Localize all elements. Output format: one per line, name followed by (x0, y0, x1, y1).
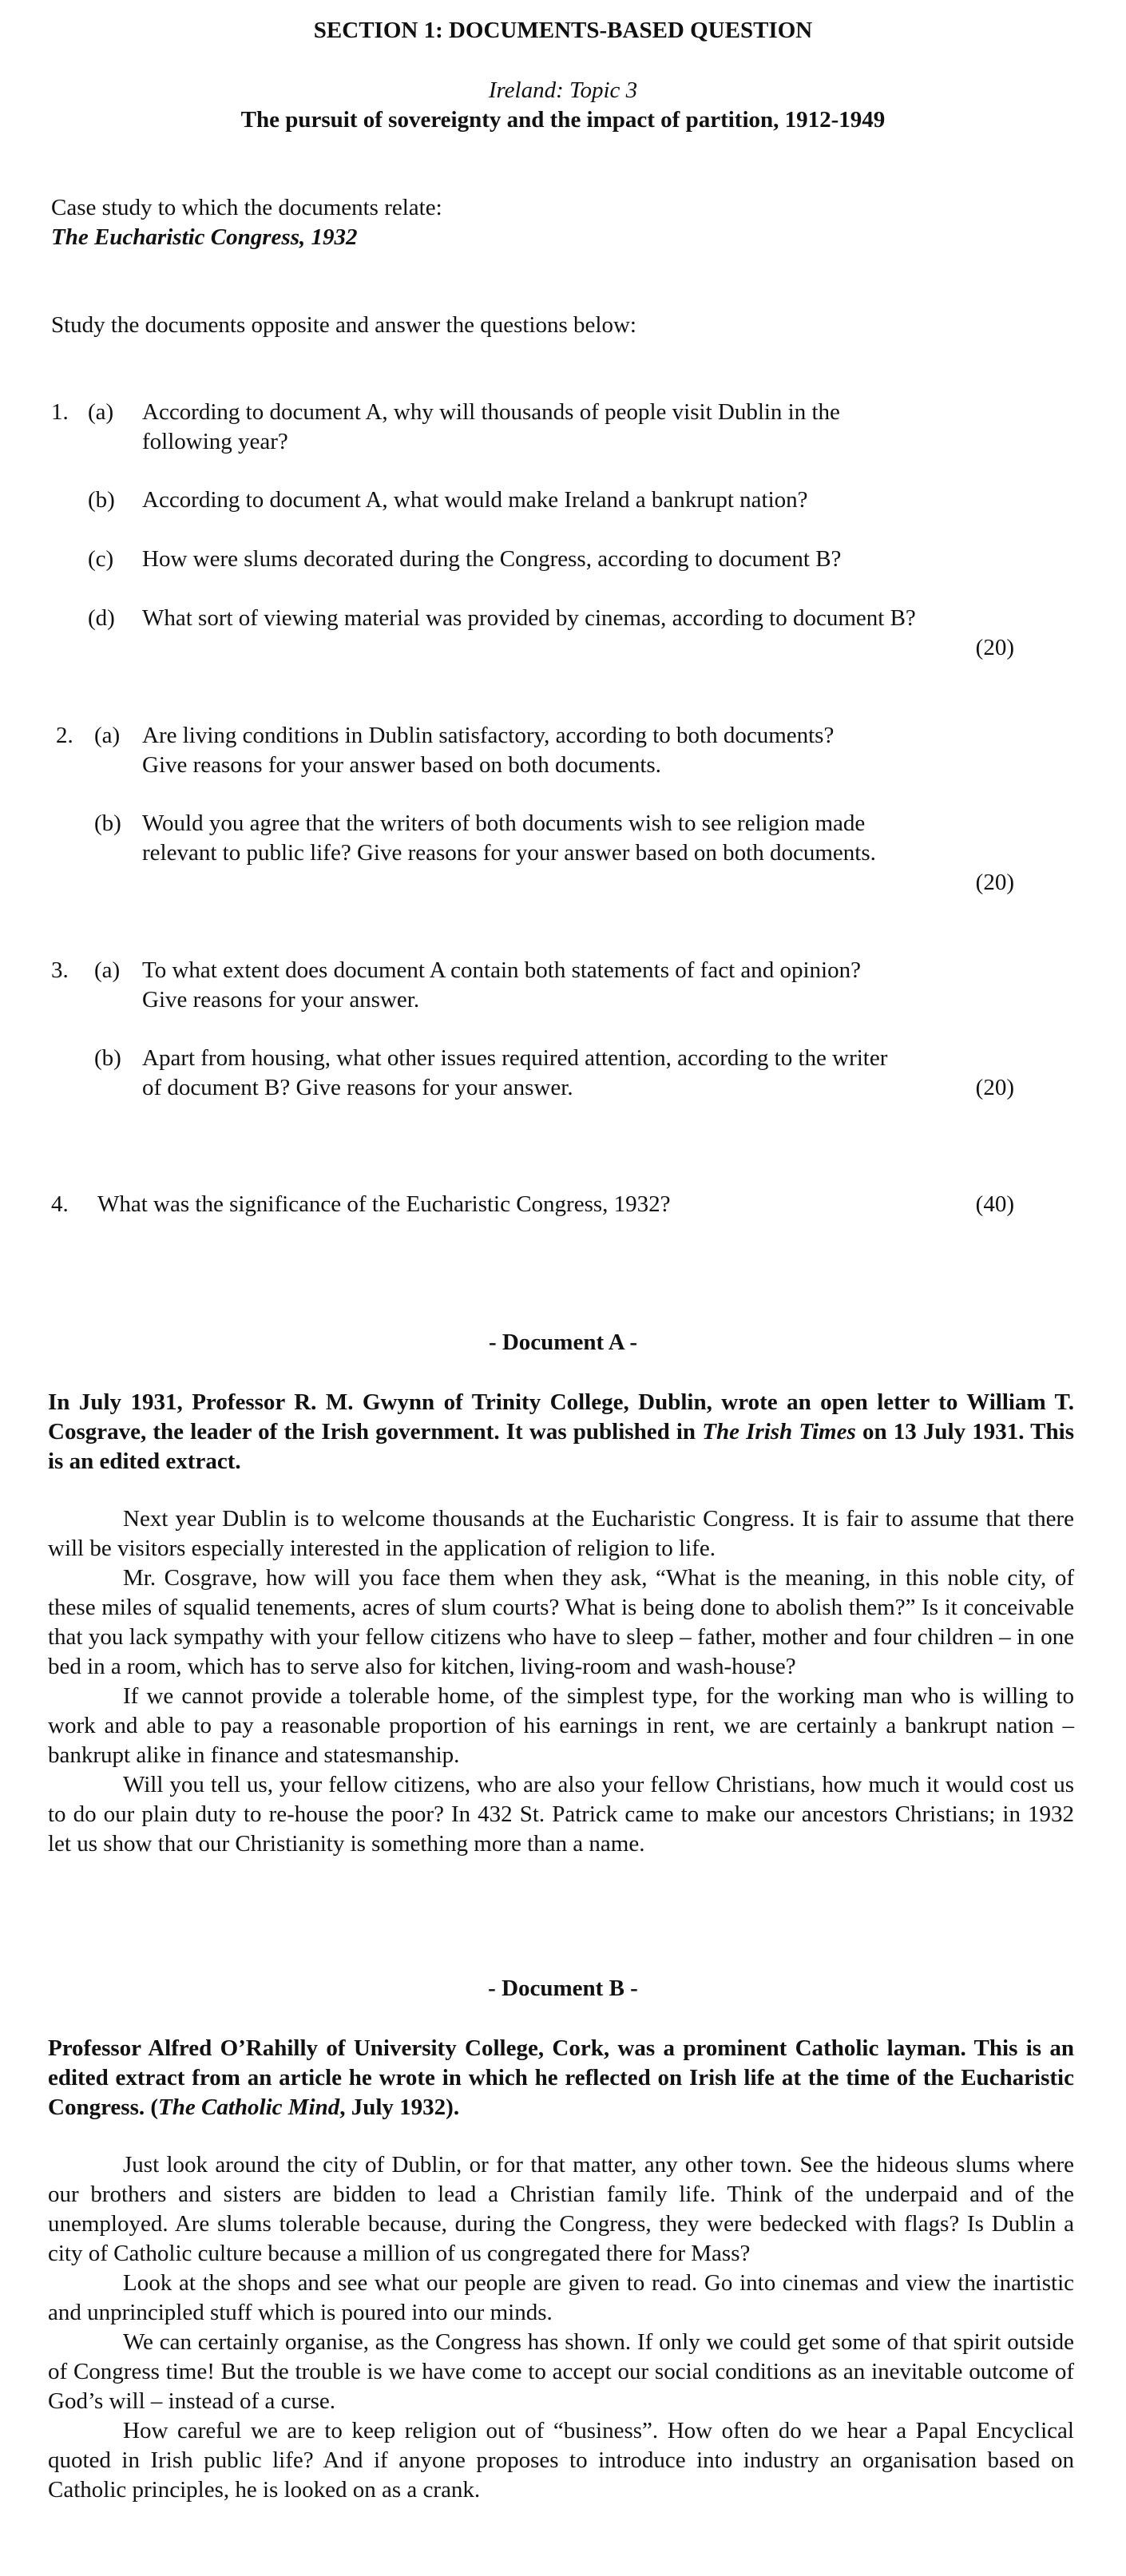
part-label: (a) (94, 957, 121, 983)
part-label: (a) (94, 723, 121, 748)
question-text: To what extent does document A contain both statements of fact and opinion? (142, 957, 861, 983)
document-b-intro (48, 2034, 1074, 2122)
question-text: According to document A, what would make Ireland a bankrupt nation? (142, 487, 808, 513)
question-text: Are living conditions in Dublin satisfactory, according to both documents? (142, 723, 835, 748)
paragraph: Will you tell us, your fellow citizens, who are also your fellow Christians, how much it would cost us to do our plain duty to re-house the poor? In 432 St. Patrick came to make our ancestors Christians; in 1932 let us show that our Christianity is something more than a name. (48, 1772, 1074, 1857)
question-text: following year? (142, 429, 288, 454)
marks: (20) (975, 635, 1014, 660)
question-number: 4. (51, 1191, 69, 1217)
part-label: (b) (94, 810, 121, 836)
intro-text: on 13 July 1931. This is an edited extract. (48, 1419, 1074, 1474)
question-text: Would you agree that the writers of both documents wish to see religion made (142, 810, 866, 836)
intro-text: In July 1931, Professor R. M. Gwynn of Trinity College, Dublin, wrote an open letter to William T. Cosgrave, the leader of the Irish government. It was published in (48, 1389, 1074, 1445)
intro-text: , July 1932). (339, 2094, 460, 2120)
part-label: (c) (88, 546, 114, 572)
question-text: What sort of viewing material was provided by cinemas, according to document B? (142, 605, 916, 631)
paragraph: If we cannot provide a tolerable home, of the simplest type, for the working man who is willing to work and able to pay a reasonable proportion of his earnings in rent, we are certainly a bankrupt nation – bankrupt alike in finance and statesmanship. (48, 1683, 1074, 1768)
paragraph: Just look around the city of Dublin, or for that matter, any other town. See the hideous slums where our brothers and sisters are bidden to lead a Christian family life. Think of the underpaid and of the unemployed. Are slums tolerable because, during the Congress, they were bedecked with flags? Is Dublin a city of Catholic culture because a million of us congregated there for Mass? (48, 2152, 1074, 2266)
question-number: 1. (51, 399, 69, 425)
marks: (20) (975, 1075, 1014, 1100)
document-b-body (48, 2150, 1074, 2505)
topic-title: The pursuit of sovereignty and the impact of partition, 1912-1949 (240, 107, 886, 133)
question-text: Give reasons for your answer based on both documents. (142, 752, 661, 778)
source-title: The Catholic Mind (158, 2094, 340, 2120)
case-study-title: The Eucharistic Congress, 1932 (51, 224, 358, 250)
question-text: Give reasons for your answer. (142, 987, 420, 1013)
question-number: 3. (51, 957, 69, 983)
paragraph: Next year Dublin is to welcome thousands at the Eucharistic Congress. It is fair to assume that there will be visitors especially interested in the application of religion to life. (48, 1506, 1074, 1561)
part-label: (b) (94, 1045, 121, 1071)
section-title: SECTION 1: DOCUMENTS-BASED QUESTION (313, 18, 813, 43)
document-a-body (48, 1504, 1074, 1859)
document-a-heading: - Document A - (488, 1330, 638, 1355)
paragraph: Look at the shops and see what our people are given to read. Go into cinemas and view the inartistic and unprincipled stuff which is poured into our minds. (48, 2270, 1074, 2325)
paragraph: Mr. Cosgrave, how will you face them when they ask, “What is the meaning, in this noble city, of these miles of squalid tenements, acres of slum courts? What is being done to abolish them?” Is it conceivable that you lack sympathy with your fellow citizens who have to sleep – father, mother and four children – in one bed in a room, which has to serve also for kitchen, living-room and wash-house? (48, 1565, 1074, 1679)
instructions: Study the documents opposite and answer the questions below: (51, 312, 636, 338)
question-number: 2. (56, 723, 73, 748)
question-text: How were slums decorated during the Congress, according to document B? (142, 546, 842, 572)
part-label: (d) (88, 605, 115, 631)
document-a-intro (48, 1388, 1074, 1476)
source-title: The Irish Times (702, 1419, 856, 1445)
topic-label: Ireland: Topic 3 (488, 77, 638, 103)
case-study-label: Case study to which the documents relate: (51, 195, 442, 220)
intro-text: Professor Alfred O’Rahilly of University College, Cork, was a prominent Catholic layman. This is an edited extract from an article he wrote in which he reflected on Irish life at the time of the Eucharistic Congress. ( (48, 2035, 1074, 2120)
marks: (20) (975, 870, 1014, 895)
question-text: Apart from housing, what other issues required attention, according to the writer (142, 1045, 888, 1071)
question-text: What was the significance of the Eucharistic Congress, 1932? (97, 1191, 671, 1217)
paragraph: How careful we are to keep religion out of “business”. How often do we hear a Papal Encyclical quoted in Irish public life? And if anyone proposes to introduce into industry an organisation based on Catholic principles, he is looked on as a crank. (48, 2418, 1074, 2503)
paragraph: We can certainly organise, as the Congress has shown. If only we could get some of that spirit outside of Congress time! But the trouble is we have come to accept our social conditions as an inevitable outcome of God’s will – instead of a curse. (48, 2329, 1074, 2414)
marks: (40) (975, 1191, 1014, 1217)
document-b-heading: - Document B - (488, 1976, 638, 2001)
question-text: of document B? Give reasons for your answer. (142, 1075, 573, 1100)
question-text: relevant to public life? Give reasons for your answer based on both documents. (142, 840, 876, 866)
part-label: (a) (88, 399, 114, 425)
part-label: (b) (88, 487, 115, 513)
question-text: According to document A, why will thousands of people visit Dublin in the (142, 399, 840, 425)
